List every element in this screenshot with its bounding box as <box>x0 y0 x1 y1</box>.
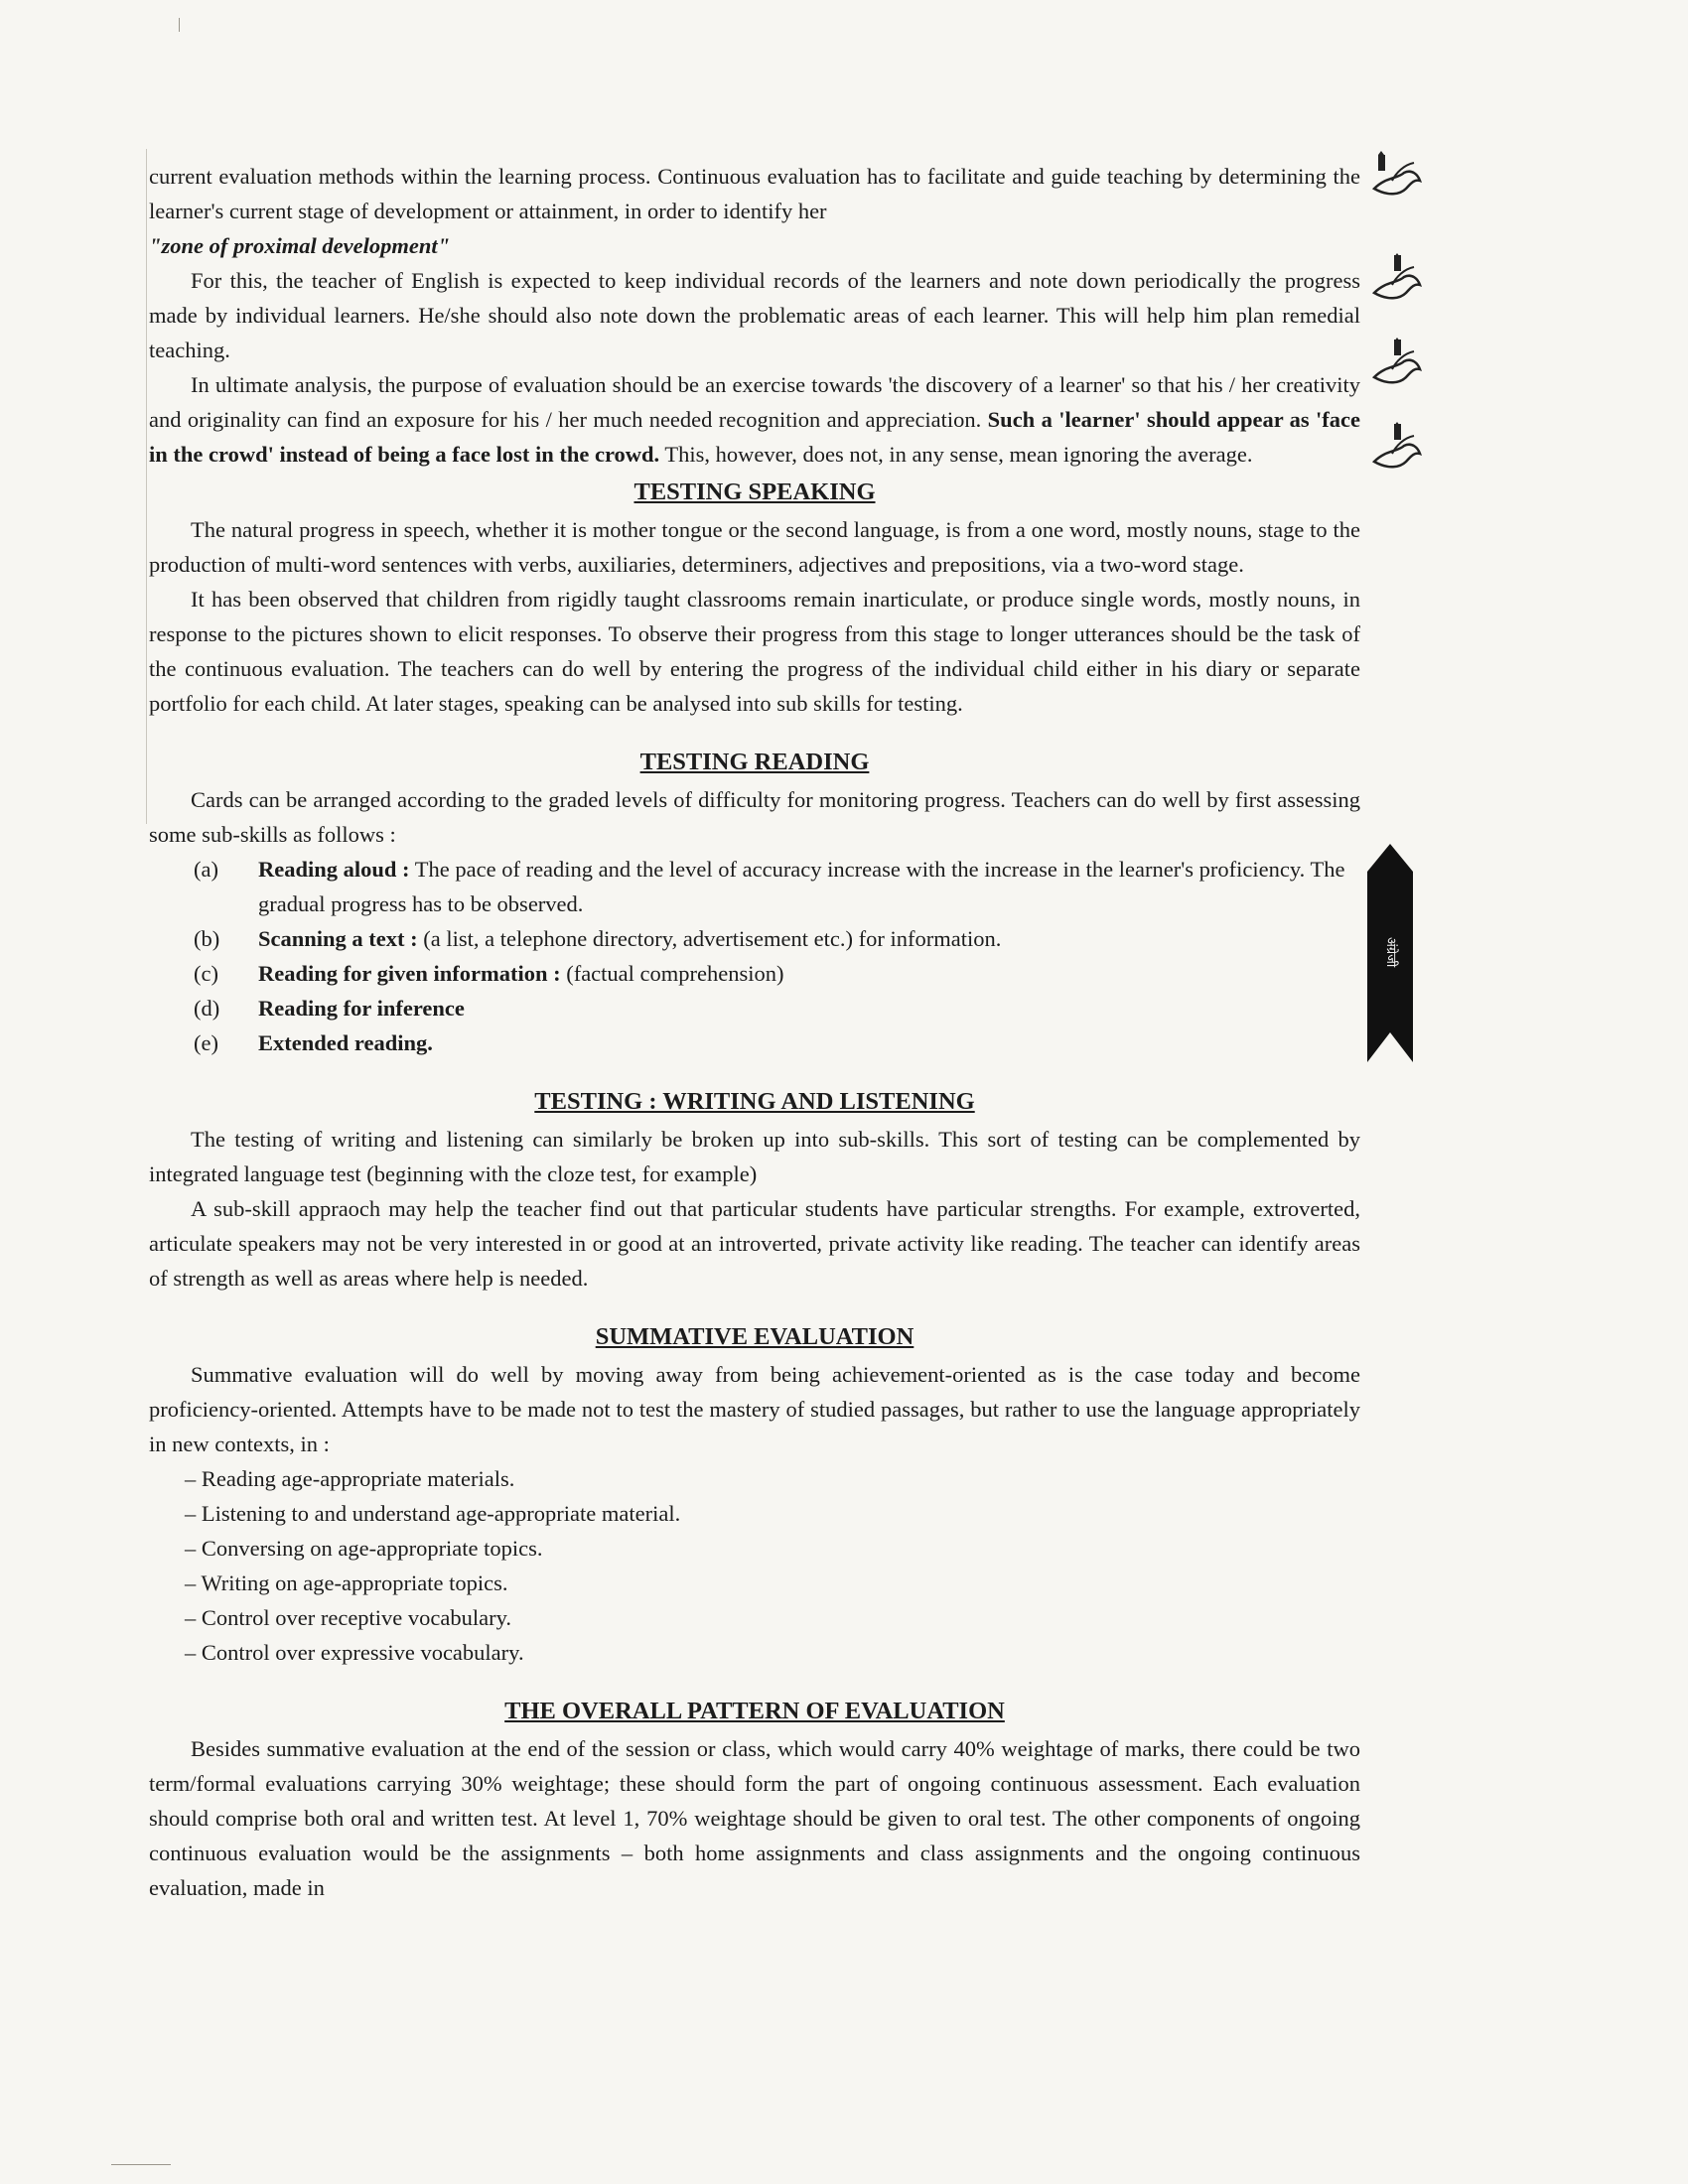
list-item: – Listening to and understand age-appropriate material. <box>185 1501 681 1526</box>
emphasis-sentence: Such a 'learner' should appear as 'face in the crowd' instead of being a face lost in the crowd. <box>149 407 1361 467</box>
list-item: – Reading age-appropriate materials. <box>185 1466 515 1491</box>
list-item <box>149 991 1360 1025</box>
scan-margin-line <box>146 149 147 824</box>
heading-writing-listening: TESTING : WRITING AND LISTENING <box>534 1088 975 1115</box>
speaking-paragraph-1: The natural progress in speech, whether it is mother tongue or the second language, is from a one word, mostly nouns, stage to the production of multi-word sentences with verbs, auxiliaries, determiners, adjectives and prepositions, via a two-word stage. <box>149 517 1360 577</box>
lamp-emblem-icon <box>1370 253 1424 307</box>
list-item-title: Scanning a text : <box>258 926 418 951</box>
list-marker: (c) <box>194 961 218 986</box>
lamp-emblem-icon <box>1370 151 1424 205</box>
list-item <box>149 956 1360 991</box>
heading-summative-evaluation: SUMMATIVE EVALUATION <box>595 1323 914 1350</box>
reading-paragraph-1: Cards can be arranged according to the graded levels of difficulty for monitoring progress. Teachers can do well by first assessing some sub-skills as follows : <box>149 787 1360 847</box>
heading-overall-pattern: THE OVERALL PATTERN OF EVALUATION <box>504 1698 1005 1724</box>
scan-speck <box>111 2164 171 2165</box>
scan-speck <box>179 18 180 32</box>
list-item-title: Reading aloud : <box>258 857 410 882</box>
list-item <box>149 1025 1360 1060</box>
list-item-title: Reading for given information : <box>258 961 561 986</box>
summative-paragraph-1: Summative evaluation will do well by moving away from being achievement-oriented as is the case today and become proficiency-oriented. Attempts have to be made not to test the mastery of studied passages, but rather to use the language appropriately in new contexts, in : <box>149 1362 1360 1456</box>
list-item: – Conversing on age-appropriate topics. <box>185 1536 543 1561</box>
lamp-emblem-icon <box>1370 422 1424 476</box>
list-item-title: Extended reading. <box>258 1030 433 1055</box>
list-item-text: (a list, a telephone directory, advertisement etc.) for information. <box>417 926 1002 951</box>
list-item-text: The pace of reading and the level of accuracy increase with the increase in the learner's proficiency. The gradual progress has to be observed. <box>258 857 1345 916</box>
list-item-text: (factual comprehension) <box>560 961 784 986</box>
heading-testing-reading: TESTING READING <box>639 749 870 775</box>
intro-paragraph-2: For this, the teacher of English is expected to keep individual records of the learners and note down periodically the progress made by individual learners. He/she should also note down the problematic areas of each learner. This will help him plan remedial teaching. <box>149 268 1360 362</box>
intro-text: In ultimate analysis, the purpose of evaluation should be an exercise towards 'the discovery of a learner' so that his / her creativity and originality can find an exposure for his / her much needed recognition and appreciation. <box>149 372 1360 432</box>
list-marker: (d) <box>194 996 220 1021</box>
intro-text: This, however, does not, in any sense, mean ignoring the average. <box>664 442 1253 467</box>
zone-phrase: "zone of proximal development" <box>149 233 451 258</box>
speaking-paragraph-2: It has been observed that children from rigidly taught classrooms remain inarticulate, or produce single words, mostly nouns, in response to the pictures shown to elicit responses. To observe their progress from this stage to longer utterances should be the task of the continuous evaluation. The teachers can do well by entering the progress of the individual child either in his diary or separate portfolio for each child. At later stages, speaking can be analysed into sub skills for testing. <box>149 587 1360 716</box>
list-item: – Control over receptive vocabulary. <box>185 1605 512 1630</box>
writing-paragraph-1: The testing of writing and listening can similarly be broken up into sub-skills. This sort of testing can be complemented by integrated language test (beginning with the cloze test, for example) <box>149 1127 1360 1186</box>
writing-paragraph-2: A sub-skill appraoch may help the teacher find out that particular students have particular strengths. For example, extroverted, articulate speakers may not be very interested in or good at an introverted, private activity like reading. The teacher can identify areas of strength as well as areas where help is needed. <box>149 1196 1360 1291</box>
heading-testing-speaking: TESTING SPEAKING <box>633 478 876 505</box>
list-marker: (b) <box>194 926 220 951</box>
intro-text: current evaluation methods within the learning process. Continuous evaluation has to facilitate and guide teaching by determining the learner's current stage of development or attainment, in order to identify her <box>149 164 1360 223</box>
overall-paragraph-1: Besides summative evaluation at the end of the session or class, which would carry 40% weightage of marks, there could be two term/formal evaluations carrying 30% weightage; these should form the part of ongoing continuous assessment. Each evaluation should comprise both oral and written test. At level 1, 70% weightage should be given to oral test. The other components of ongoing continuous evaluation would be the assignments – both home assignments and class assignments and the ongoing continuous evaluation, made in <box>149 1736 1360 1900</box>
document-body <box>149 159 1360 1905</box>
list-item <box>149 921 1360 956</box>
list-marker: (e) <box>194 1030 218 1055</box>
lamp-emblem-icon <box>1370 338 1424 391</box>
summative-list <box>149 1461 1360 1670</box>
list-item <box>149 852 1360 921</box>
list-item: – Control over expressive vocabulary. <box>185 1640 524 1665</box>
intro-paragraph-3 <box>149 367 1360 472</box>
section-tab-label: अंग्रेजी <box>1383 936 1398 968</box>
list-marker: (a) <box>194 857 218 882</box>
reading-subskill-list <box>149 852 1360 1060</box>
list-item: – Writing on age-appropriate topics. <box>185 1570 508 1595</box>
list-item-title: Reading for inference <box>258 996 465 1021</box>
intro-paragraph-1 <box>149 159 1360 263</box>
